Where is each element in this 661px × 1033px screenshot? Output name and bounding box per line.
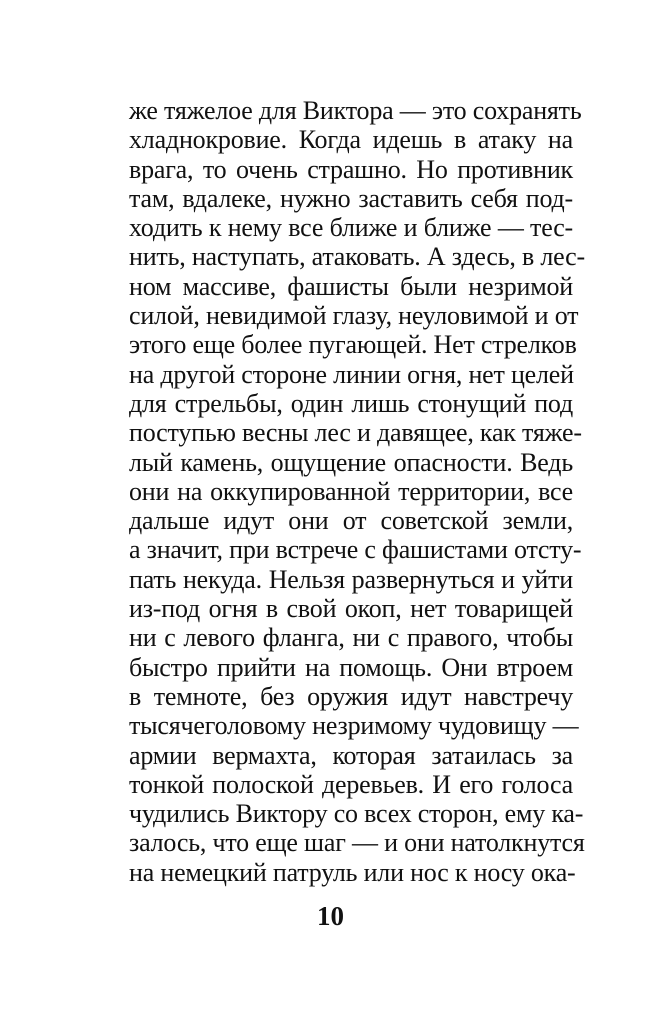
text-line: тысячеголовому незримому чудовищу — — [129, 711, 579, 741]
text-line: чудились Виктору со всех сторон, ему ка- — [129, 799, 584, 829]
text-line: ном массиве, фашисты были незримой — [129, 271, 573, 301]
text-line: лый камень, ощущение опасности. Ведь — [129, 447, 573, 477]
text-line: на другой стороне линии огня, нет целей — [129, 359, 574, 389]
text-line: залось, что еще шаг — и они натолкнутся — [129, 828, 585, 858]
text-line: там, вдалеке, нужно заставить себя под- — [129, 183, 573, 213]
text-line: ни с левого фланга, ни с правого, чтобы — [129, 623, 573, 653]
text-line: а значит, при встрече с фашистами отсту- — [129, 535, 582, 565]
text-line: тонкой полоской деревьев. И его голоса — [129, 769, 573, 799]
text-line: врага, то очень страшно. Но противник — [129, 154, 573, 184]
text-line: дальше идут они от советской земли, — [129, 506, 573, 536]
text-line: силой, невидимой глазу, неуловимой и от — [129, 301, 579, 331]
body-text — [129, 96, 585, 887]
text-line: они на оккупированной территории, все — [129, 476, 573, 506]
text-line: поступью весны лес и давящее, как тяже- — [129, 418, 582, 448]
text-line: быстро прийти на помощь. Они втроем — [129, 652, 573, 682]
text-line: же тяжелое для Виктора — это сохранять — [129, 96, 582, 125]
text-line: хладнокровие. Когда идешь в атаку на — [129, 125, 573, 155]
text-line: из-под огня в свой окоп, нет товарищей — [129, 594, 573, 624]
text-line: пать некуда. Нельзя развернуться и уйти — [129, 564, 573, 594]
text-line: этого еще более пугающей. Нет стрелков — [129, 330, 577, 360]
text-line: армии вермахта, которая затаилась за — [129, 740, 573, 770]
text-line: на немецкий патруль или нос к носу ока- — [129, 857, 576, 887]
text-line: для стрельбы, один лишь стонущий под — [129, 388, 573, 418]
page-number: 10 — [317, 901, 344, 931]
text-line: ходить к нему все ближе и ближе — тес- — [129, 213, 573, 243]
text-line: нить, наступать, атаковать. А здесь, в лес- — [129, 242, 585, 272]
text-line: в темноте, без оружия идут навстречу — [129, 681, 573, 711]
